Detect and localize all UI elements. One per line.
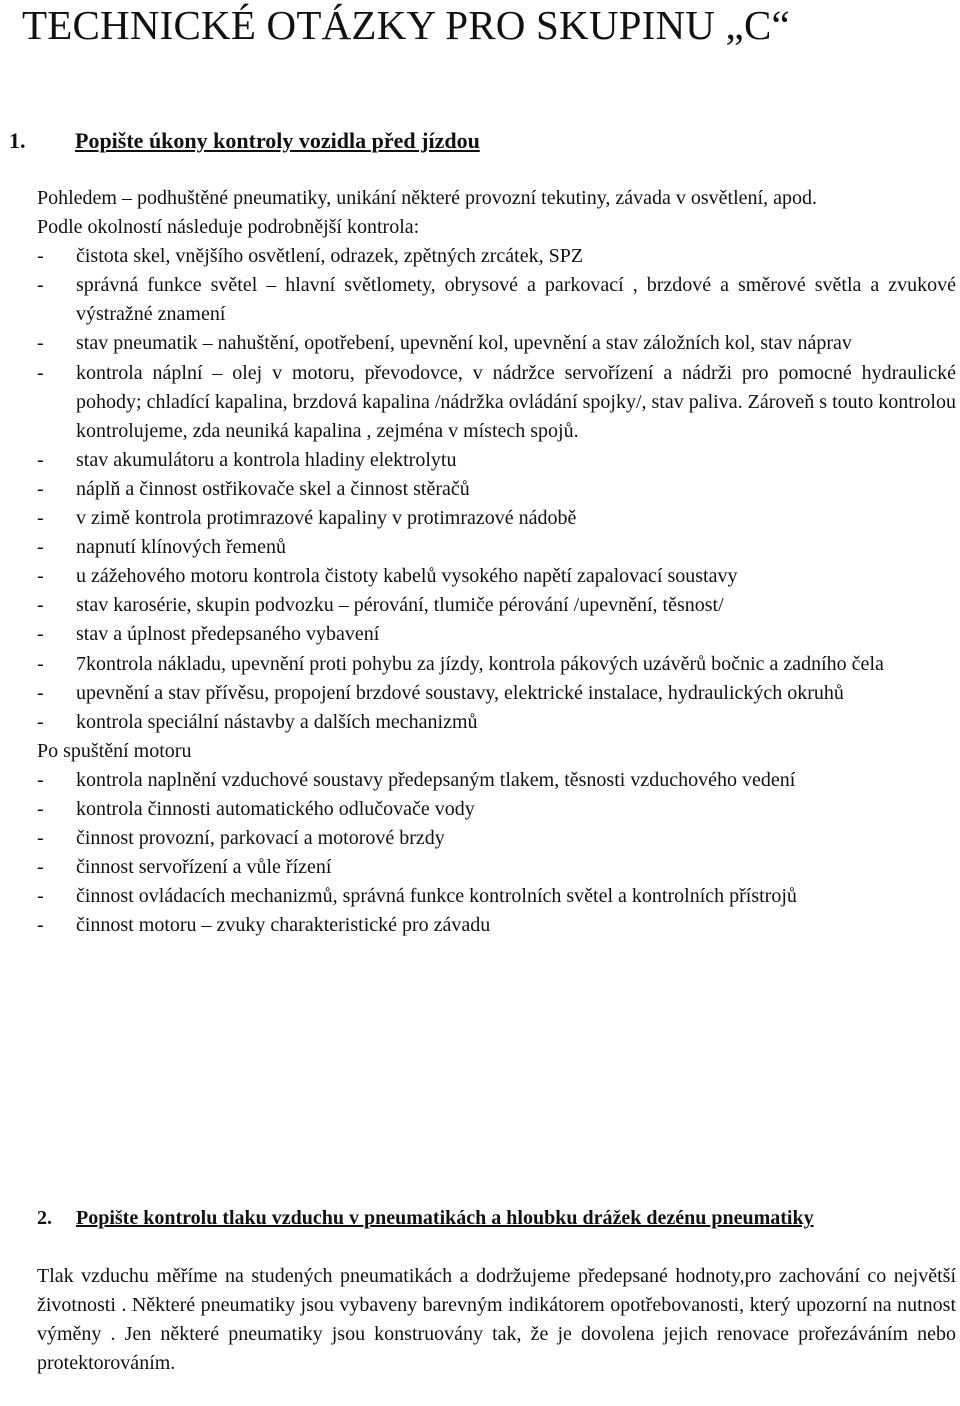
list-item-text: v zimě kontrola protimrazové kapaliny v protimrazové nádobě [76,507,577,530]
list-item [37,475,956,504]
list-dash: - [37,507,44,530]
list-item [37,446,956,475]
question-1-heading [9,127,480,155]
list-dash: - [37,448,44,471]
list-item-text: kontrola speciální nástavby a dalších mechanizmů [76,710,478,733]
list-item-text: činnost ovládacích mechanizmů, správná funkce kontrolních světel a kontrolních přístrojů [76,885,797,908]
list-item-text: činnost provozní, parkovací a motorové brzdy [76,827,445,850]
list-item [37,562,956,591]
list-item-text: náplň a činnost ostřikovače skel a činnost stěračů [76,477,470,500]
list-item-text: napnutí klínových řemenů [76,536,286,559]
list-item [37,882,956,911]
list-item [37,329,956,358]
list-dash: - [37,681,44,704]
list-item [37,853,956,882]
answer-intro: Pohledem – podhuštěné pneumatiky, unikání některé provozní tekutiny, závada v osvětlení, apod. [37,187,817,209]
list-dash: - [37,856,44,879]
list-item-text: stav karosérie, skupin podvozku – pérování, tlumiče pérování /upevnění, těsnost/ [76,594,724,617]
list-item [37,504,956,533]
question-2-answer: Tlak vzduchu měříme na studených pneumatikách a dodržujeme předepsané hodnoty,pro zachování co největší životnosti . Některé pneumatiky jsou vybaveny barevným indikátorem opotřebovanosti, který upozorní na nutnost výměny . Jen některé pneumatiky jsou konstruovány tak, že je dovolena jejich renovace prořezáváním nebo protektorováním. [37,1265,956,1375]
list-item-text: kontrola náplní – olej v motoru, převodovce, v nádržce servořízení a nádrži pro pomocné hydraulické pohody; chladící kapalina, brzdová kapalina /nádržka ovládání spojky/, stav paliva. Zároveň s touto kontrolou kontrolujeme, zda neuniká kapalina , zejména v místech spojů. [76,361,956,442]
list-item [37,824,956,853]
list-item-text: 7kontrola nákladu, upevnění proti pohybu za jízdy, kontrola pákových uzávěrů bočnic a zadního čela [76,652,884,675]
list-dash: - [37,245,44,268]
list-dash: - [37,536,44,559]
list-dash: - [37,274,44,297]
question-1-text: Popište úkony kontroly vozidla před jízdou [75,128,480,153]
answer-subintro: Podle okolností následuje podrobnější kontrola: [37,216,420,239]
question-2-number: 2. [37,1207,52,1229]
list-dash: - [37,477,44,500]
list-item [37,271,956,329]
list-item [37,620,956,649]
list-item-text: čistota skel, vnějšího osvětlení, odrazek, zpětných zrcátek, SPZ [76,245,584,268]
list-item [37,359,956,446]
question-1-answer [37,184,956,940]
list-item-text: kontrola činnosti automatického odlučovače vody [76,797,475,820]
checklist [37,242,956,737]
question-2-heading [37,1204,956,1233]
list-item-text: činnost servořízení a vůle řízení [76,856,332,879]
list-dash: - [37,565,44,588]
question-1-number: 1. [9,128,26,153]
list-item-text: stav pneumatik – nahuštění, opotřebení, upevnění kol, upevnění a stav záložních kol, stav náprav [76,332,852,355]
list-dash: - [37,885,44,908]
list-item-text: kontrola naplnění vzduchové soustavy předepsaným tlakem, těsnosti vzduchového vedení [76,768,796,791]
list-item-text: stav a úplnost předepsaného vybavení [76,623,380,646]
list-item [37,911,956,940]
list-item-text: správná funkce světel – hlavní světlomety, obrysové a parkovací , brzdové a směrové světla a zvukové výstražné znamení [76,274,956,326]
list-item [37,533,956,562]
list-item-text: upevnění a stav přívěsu, propojení brzdové soustavy, elektrické instalace, hydraulických okruhů [76,681,844,704]
list-item-text: u zážehového motoru kontrola čistoty kabelů vysokého napětí zapalovací soustavy [76,565,738,588]
list-item [37,679,956,708]
list-item [37,795,956,824]
list-item [37,591,956,620]
list-dash: - [37,652,44,675]
list-item [37,242,956,271]
list-item [37,708,956,737]
list-dash: - [37,332,44,355]
list-item [37,650,956,679]
list-item-text: stav akumulátoru a kontrola hladiny elektrolytu [76,448,457,471]
list-dash: - [37,827,44,850]
list-dash: - [37,914,44,937]
list-dash: - [37,361,44,384]
list-dash: - [37,623,44,646]
list-item [37,766,956,795]
list-dash: - [37,710,44,733]
question-2-text: Popište kontrolu tlaku vzduchu v pneumatikách a hloubku drážek dezénu pneumatiky [76,1207,814,1229]
list-item-text: činnost motoru – zvuky charakteristické pro závadu [76,914,491,937]
list-dash: - [37,797,44,820]
document-title: TECHNICKÉ OTÁZKY PRO SKUPINU „C“ [22,2,790,48]
after-start-checklist [37,766,956,941]
after-start-heading: Po spuštění motoru [37,739,192,762]
list-dash: - [37,768,44,791]
list-dash: - [37,594,44,617]
